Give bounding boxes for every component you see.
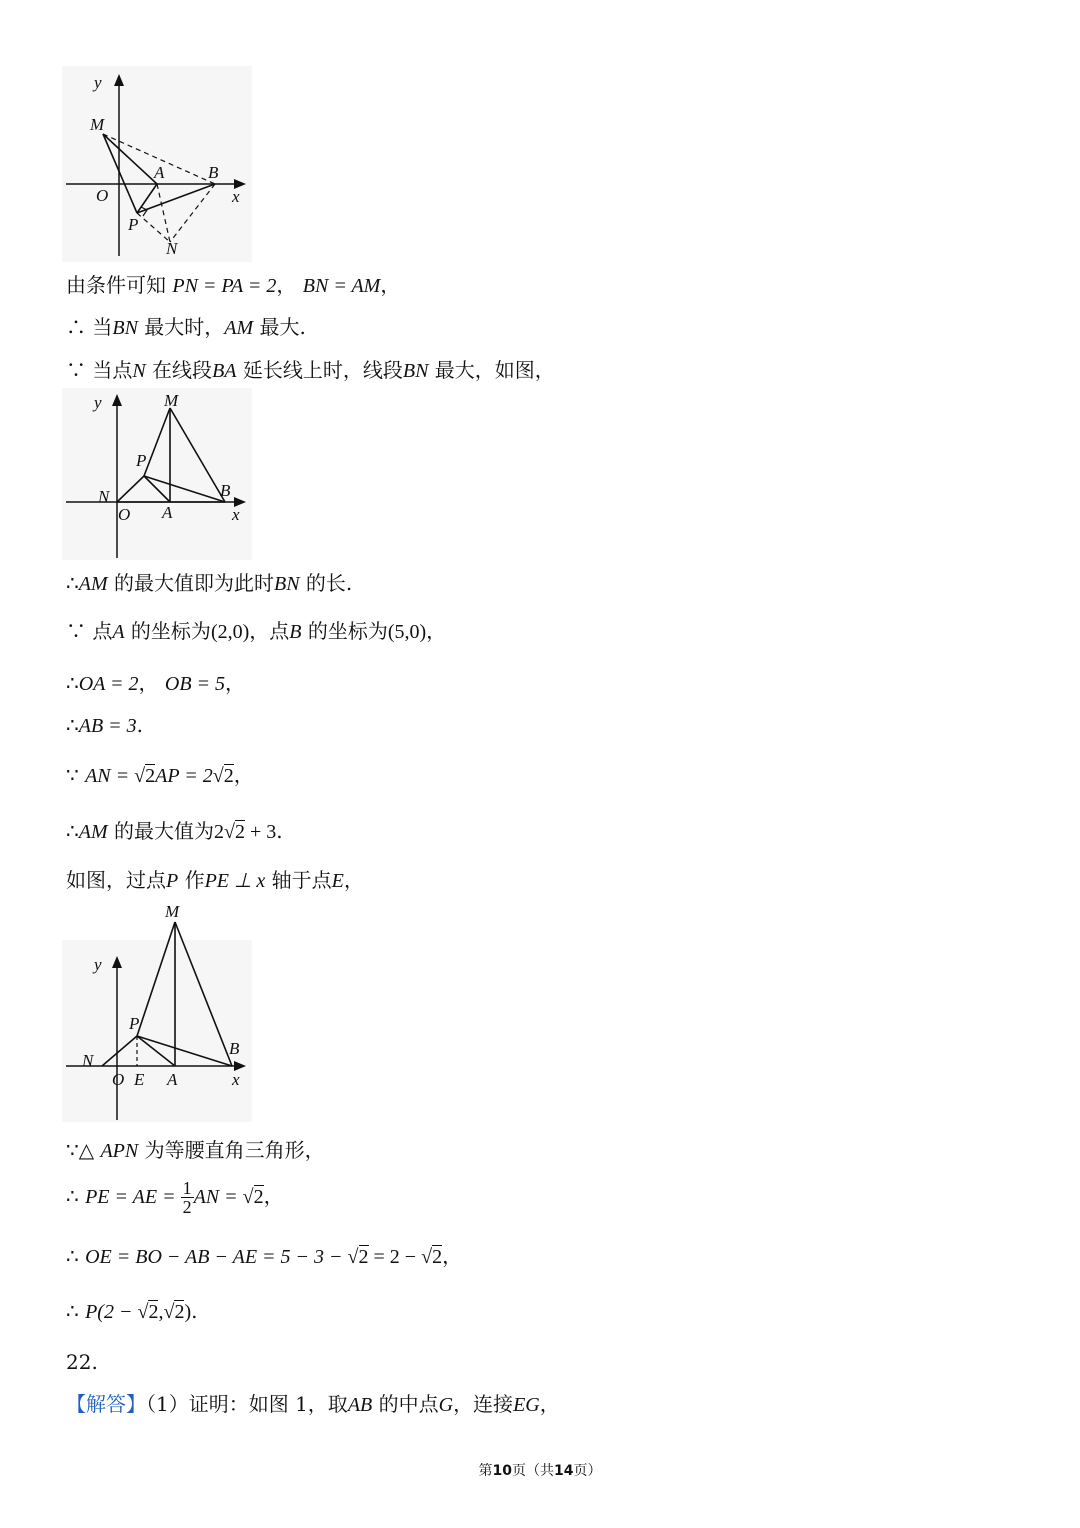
fig3-label-n: N	[82, 1051, 94, 1070]
fig3-label-m: M	[165, 902, 180, 921]
fig1-label-y: y	[94, 73, 102, 92]
text-line: ∴OA = 2， OB = 5，	[66, 671, 246, 695]
fig2-label-m: M	[164, 391, 179, 410]
fig2-label-p: P	[136, 451, 147, 470]
fig1-label-x: x	[232, 187, 240, 206]
fig2-label-o: O	[118, 505, 131, 524]
text-line: ∵ 当点N 在线段BA 延长线上时，线段BN 最大，如图，	[66, 358, 555, 382]
fig2-label-b: B	[220, 481, 231, 500]
text-line: ∵△ APN 为等腰直角三角形，	[66, 1138, 325, 1162]
page-footer: 第10页（共14页）	[478, 1463, 602, 1479]
text-line: ∴AM 的最大值即为此时BN 的长.	[66, 571, 353, 595]
fig3-label-a: A	[167, 1070, 178, 1089]
fig3-label-o: O	[112, 1070, 125, 1089]
fig3-label-x: x	[232, 1070, 240, 1089]
figure-2	[62, 388, 252, 560]
fig2-label-x: x	[232, 505, 240, 524]
fig3-label-b: B	[229, 1039, 240, 1058]
fig3-label-y: y	[94, 955, 102, 974]
fig2-label-n: N	[98, 487, 110, 506]
figure-3	[62, 900, 252, 1122]
figure-1	[62, 66, 252, 262]
text-line: 由条件可知 PN = PA = 2， BN = AM，	[66, 273, 401, 297]
fig1-label-o: O	[96, 186, 109, 205]
fig3-label-p: P	[129, 1014, 140, 1033]
text-line: ∴ OE = BO − AB − AE = 5 − 3 − √2 = 2 − √2，	[66, 1244, 463, 1268]
fig1-label-p: P	[128, 215, 139, 234]
page-total: 14	[554, 1463, 574, 1479]
page-number: 10	[492, 1463, 512, 1479]
solution-line: 【解答】（1）证明：如图 1，取AB 的中点G，连接EG，	[66, 1392, 560, 1416]
text-line: ∴ 当BN 最大时，AM 最大.	[66, 315, 306, 339]
text-line: ∴AB = 3.	[66, 713, 144, 737]
solution-tag: 【解答】	[66, 1392, 146, 1416]
text-line: ∴ P(2 − √2,√2).	[66, 1299, 198, 1323]
fig2-label-a: A	[162, 503, 173, 522]
text-line: ∴AM 的最大值为2√2 + 3.	[66, 819, 283, 843]
text-line: ∵ AN = √2AP = 2√2，	[66, 763, 254, 787]
fig2-label-y: y	[94, 393, 102, 412]
fig1-label-b: B	[208, 163, 219, 182]
fig1-label-a: A	[154, 163, 165, 182]
fig1-label-m: M	[90, 115, 105, 134]
text-line: 如图，过点P 作PE ⊥ x 轴于点E，	[66, 868, 364, 892]
fig1-label-n: N	[166, 239, 178, 258]
text-line: ∵ 点A 的坐标为(2,0)，点B 的坐标为(5,0)，	[66, 619, 447, 643]
question-number: 22.	[66, 1350, 98, 1374]
fig3-label-e: E	[134, 1070, 145, 1089]
text-line: ∴ PE = AE = $\frac{1}{2}$ AN = √2，	[66, 1178, 284, 1217]
